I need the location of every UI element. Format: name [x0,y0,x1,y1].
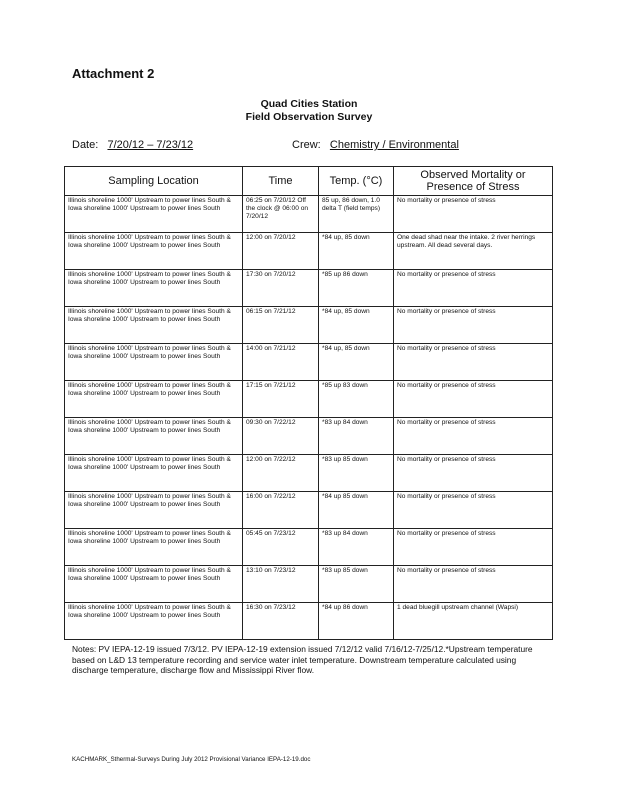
cell-time: 17:15 on 7/21/12 [243,381,319,418]
cell-temp: *85 up 86 down [319,270,394,307]
cell-time: 06:25 on 7/20/12 Off the clock @ 06:00 on 7/20/12 [243,196,319,233]
cell-observed: No mortality or presence of stress [394,455,553,492]
cell-temp: *83 up 84 down [319,529,394,566]
attachment-label: Attachment 2 [72,66,155,81]
crew-value: Chemistry / Environmental [329,139,459,151]
table-row [65,344,553,381]
cell-time: 06:15 on 7/21/12 [243,307,319,344]
column-header-location: Sampling Location [65,167,243,196]
footer-filename: KACHMARK_Sthermal-Surveys During July 2012 Provisional Variance IEPA-12-19.doc [72,756,311,763]
table-row [65,233,553,270]
cell-temp: *84 up 85 down [319,492,394,529]
cell-observed: No mortality or presence of stress [394,381,553,418]
column-header-observed: Observed Mortality or Presence of Stress [394,167,553,196]
cell-location: Illinois shoreline 1000' Upstream to power lines South & Iowa shoreline 1000' Upstream to power lines South [65,270,243,307]
table-row [65,270,553,307]
table-row [65,381,553,418]
date-line [72,139,193,151]
cell-observed: No mortality or presence of stress [394,307,553,344]
cell-observed: No mortality or presence of stress [394,492,553,529]
cell-observed: No mortality or presence of stress [394,529,553,566]
column-header-time: Time [243,167,319,196]
table-row [65,196,553,233]
date-value: 7/20/12 – 7/23/12 [107,139,194,151]
cell-time: 13:10 on 7/23/12 [243,566,319,603]
cell-time: 12:00 on 7/20/12 [243,233,319,270]
cell-observed: No mortality or presence of stress [394,418,553,455]
cell-location: Illinois shoreline 1000' Upstream to power lines South & Iowa shoreline 1000' Upstream to power lines South [65,196,243,233]
cell-temp: *85 up 83 down [319,381,394,418]
table-row [65,418,553,455]
cell-temp: *84 up, 85 down [319,233,394,270]
cell-location: Illinois shoreline 1000' Upstream to power lines South & Iowa shoreline 1000' Upstream to power lines South [65,344,243,381]
cell-time: 09:30 on 7/22/12 [243,418,319,455]
crew-label: Crew: [292,139,321,151]
cell-observed: No mortality or presence of stress [394,344,553,381]
date-label: Date: [72,139,99,151]
cell-temp: 85 up, 86 down, 1.0 delta T (field temps) [319,196,394,233]
cell-observed: No mortality or presence of stress [394,270,553,307]
cell-temp: *84 up, 85 down [319,307,394,344]
cell-location: Illinois shoreline 1000' Upstream to power lines South & Iowa shoreline 1000' Upstream to power lines South [65,381,243,418]
cell-temp: *83 up 85 down [319,455,394,492]
cell-time: 16:30 on 7/23/12 [243,603,319,640]
cell-temp: *83 up 84 down [319,418,394,455]
table-row [65,529,553,566]
cell-time: 14:00 on 7/21/12 [243,344,319,381]
cell-location: Illinois shoreline 1000' Upstream to power lines South & Iowa shoreline 1000' Upstream to power lines South [65,566,243,603]
cell-location: Illinois shoreline 1000' Upstream to power lines South & Iowa shoreline 1000' Upstream to power lines South [65,455,243,492]
table-row [65,603,553,640]
table-row [65,492,553,529]
cell-time: 12:00 on 7/22/12 [243,455,319,492]
cell-location: Illinois shoreline 1000' Upstream to power lines South & Iowa shoreline 1000' Upstream to power lines South [65,529,243,566]
cell-temp: *84 up 86 down [319,603,394,640]
cell-observed: No mortality or presence of stress [394,196,553,233]
cell-temp: *84 up, 85 down [319,344,394,381]
table-row [65,566,553,603]
cell-location: Illinois shoreline 1000' Upstream to power lines South & Iowa shoreline 1000' Upstream to power lines South [65,603,243,640]
cell-location: Illinois shoreline 1000' Upstream to power lines South & Iowa shoreline 1000' Upstream to power lines South [65,492,243,529]
cell-location: Illinois shoreline 1000' Upstream to power lines South & Iowa shoreline 1000' Upstream to power lines South [65,307,243,344]
cell-time: 17:30 on 7/20/12 [243,270,319,307]
cell-temp: *83 up 85 down [319,566,394,603]
cell-observed: No mortality or presence of stress [394,566,553,603]
cell-observed: 1 dead bluegill upstream channel (Wapsi) [394,603,553,640]
cell-observed: One dead shad near the intake. 2 river herrings upstream. All dead several days. [394,233,553,270]
crew-line [292,139,459,151]
cell-location: Illinois shoreline 1000' Upstream to power lines South & Iowa shoreline 1000' Upstream to power lines South [65,233,243,270]
cell-time: 16:00 on 7/22/12 [243,492,319,529]
notes: Notes: PV IEPA-12-19 issued 7/3/12. PV IEPA-12-19 extension issued 7/12/12 valid 7/16/12-7/25/12.*Upstream temperature based on L&D 13 temperature recording and service water inlet temperature. Downstream temperature calculated using discharge temperature, discharge flow and Mississippi River flow. [72,644,533,675]
observation-table [64,166,553,640]
column-header-temp: Temp. (°C) [319,167,394,196]
station-title: Quad Cities Station [260,98,358,110]
table-row [65,307,553,344]
cell-time: 05:45 on 7/23/12 [243,529,319,566]
table-row [65,455,553,492]
survey-title: Field Observation Survey [245,111,373,123]
cell-location: Illinois shoreline 1000' Upstream to power lines South & Iowa shoreline 1000' Upstream to power lines South [65,418,243,455]
table-header-row [65,167,553,196]
